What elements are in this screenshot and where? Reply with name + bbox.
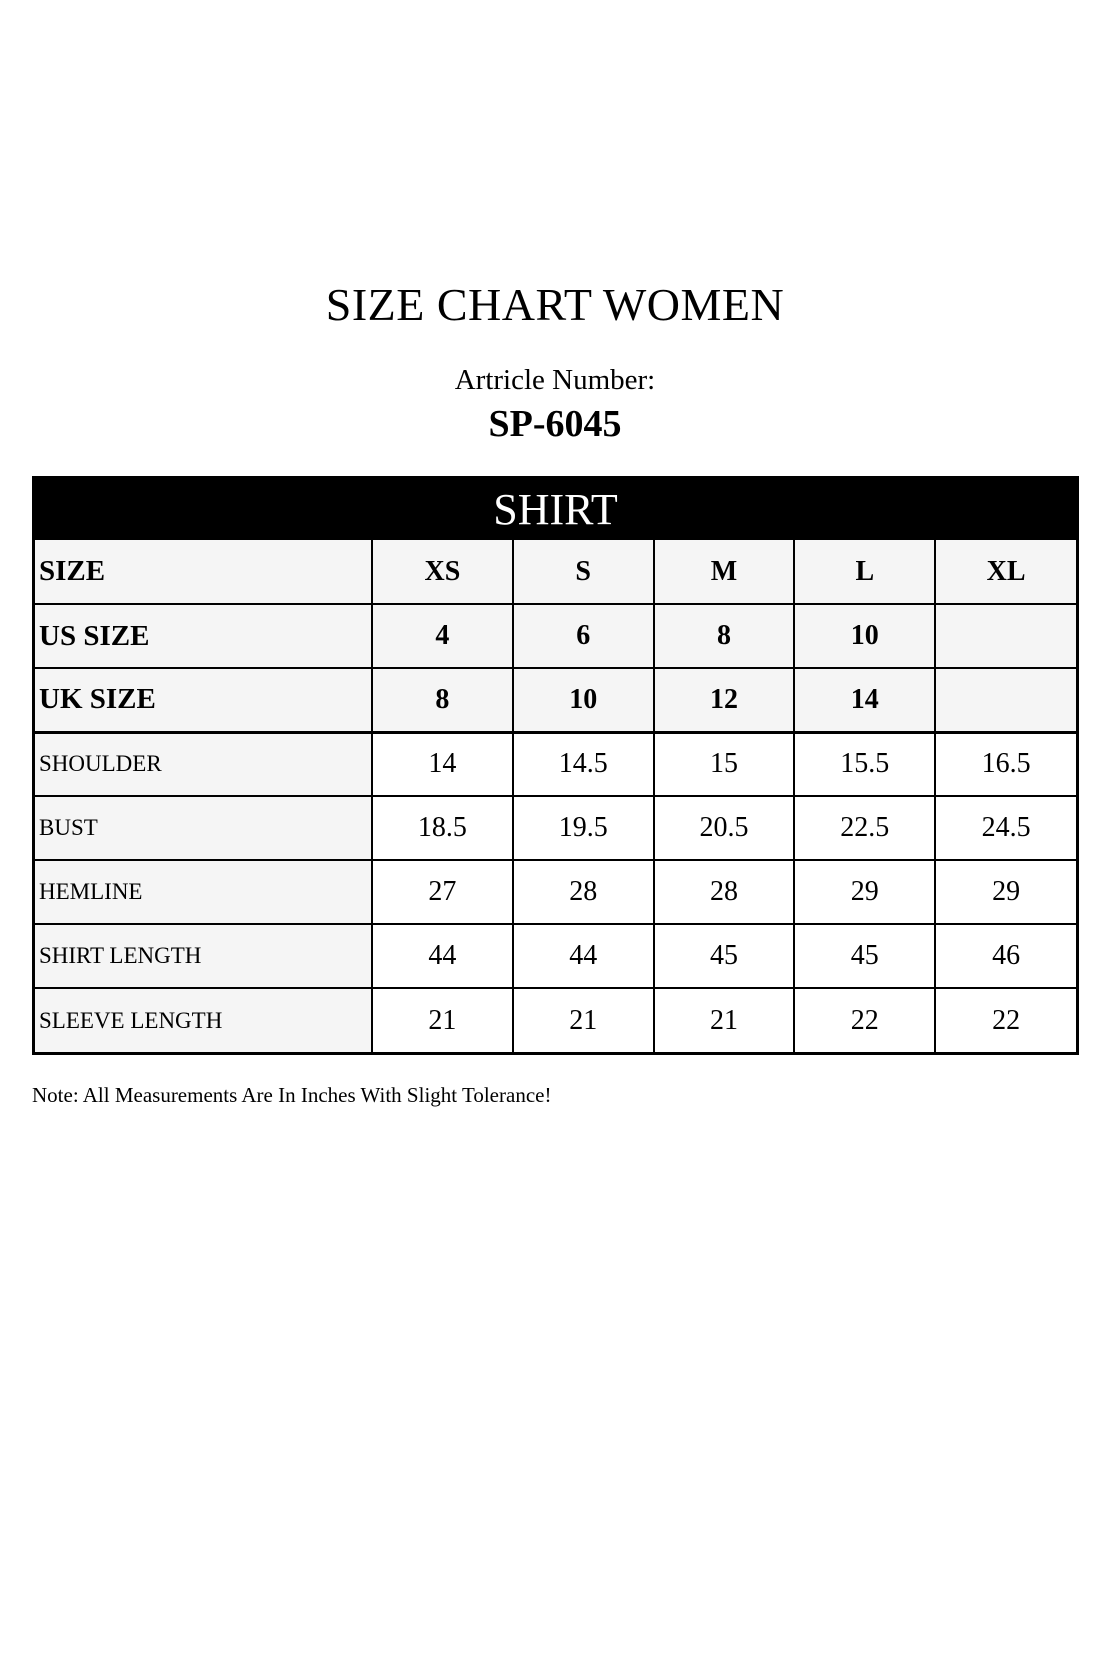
row-label: SHOULDER	[35, 732, 372, 796]
bust-row	[35, 796, 1076, 860]
row-label: BUST	[35, 796, 372, 860]
row-label: HEMLINE	[35, 860, 372, 924]
us-size-row	[35, 604, 1076, 668]
table-cell: 24.5	[935, 796, 1076, 860]
table-cell: 22	[935, 988, 1076, 1052]
measurement-note: Note: All Measurements Are In Inches With Slight Tolerance!	[32, 1083, 552, 1107]
table-cell: 15	[654, 732, 795, 796]
row-label: SHIRT LENGTH	[35, 924, 372, 988]
table-cell: 15.5	[794, 732, 935, 796]
page-title: SIZE CHART WOMEN	[325, 279, 785, 330]
table-cell: 22.5	[794, 796, 935, 860]
uk-size-row	[35, 668, 1076, 732]
table-cell: 19.5	[513, 796, 654, 860]
table-cell	[935, 668, 1076, 732]
table-banner: SHIRT	[35, 479, 1076, 540]
table-cell: 21	[513, 988, 654, 1052]
table-cell: 8	[654, 604, 795, 668]
article-number-label: Artricle Number:	[454, 364, 656, 396]
table-cell: 10	[513, 668, 654, 732]
size-column-header: XL	[935, 540, 1076, 604]
size-column-header: L	[794, 540, 935, 604]
table-cell: 28	[654, 860, 795, 924]
table-cell: 27	[372, 860, 513, 924]
size-header-row	[35, 540, 1076, 604]
table-cell: 29	[794, 860, 935, 924]
table-cell: 14	[794, 668, 935, 732]
table-cell	[935, 604, 1076, 668]
size-chart-table	[32, 476, 1079, 1055]
size-header-label: SIZE	[35, 540, 372, 604]
hemline-row	[35, 860, 1076, 924]
table-cell: 45	[794, 924, 935, 988]
row-label: SLEEVE LENGTH	[35, 988, 372, 1052]
table-cell: 21	[372, 988, 513, 1052]
table-cell: 46	[935, 924, 1076, 988]
size-table	[35, 540, 1076, 1052]
row-label: US SIZE	[35, 604, 372, 668]
table-cell: 22	[794, 988, 935, 1052]
table-cell: 44	[513, 924, 654, 988]
table-cell: 44	[372, 924, 513, 988]
table-cell: 29	[935, 860, 1076, 924]
table-cell: 21	[654, 988, 795, 1052]
table-cell: 14	[372, 732, 513, 796]
shoulder-row	[35, 732, 1076, 796]
size-column-header: XS	[372, 540, 513, 604]
article-number: SP-6045	[488, 403, 622, 445]
sleeve-length-row	[35, 988, 1076, 1052]
table-cell: 8	[372, 668, 513, 732]
table-cell: 28	[513, 860, 654, 924]
table-cell: 6	[513, 604, 654, 668]
size-column-header: S	[513, 540, 654, 604]
table-cell: 18.5	[372, 796, 513, 860]
shirt-length-row	[35, 924, 1076, 988]
table-cell: 45	[654, 924, 795, 988]
table-cell: 10	[794, 604, 935, 668]
table-cell: 16.5	[935, 732, 1076, 796]
row-label: UK SIZE	[35, 668, 372, 732]
table-cell: 12	[654, 668, 795, 732]
table-cell: 4	[372, 604, 513, 668]
table-cell: 20.5	[654, 796, 795, 860]
size-column-header: M	[654, 540, 795, 604]
table-cell: 14.5	[513, 732, 654, 796]
